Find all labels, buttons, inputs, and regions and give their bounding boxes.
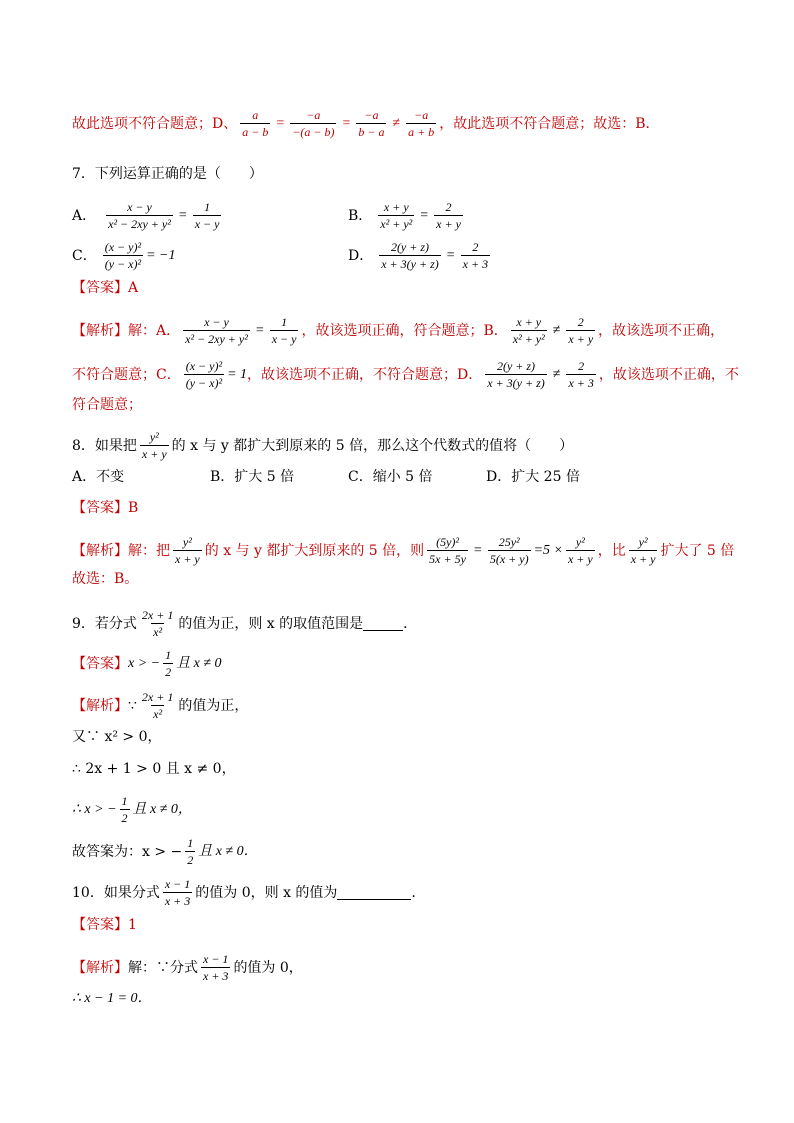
fraction: $\frac{1}{x - y}$ (271, 315, 297, 346)
equation-rhs: = 1 (227, 366, 248, 382)
text: ，故此选项不符合题意；故选：B． (439, 115, 660, 132)
equation-part: ∴ x > − (72, 801, 117, 817)
equals-sign: = (446, 247, 455, 263)
q7-analysis-line-2 (72, 359, 739, 390)
fraction: $\frac{-a}{-(a - b)}$ (292, 108, 335, 139)
answer-value: 1 (128, 917, 137, 933)
fraction: $\frac{x - 1}{x + 3}$ (203, 952, 229, 983)
equation-part: 且 x ≠ 0 (176, 655, 222, 671)
fraction: $\frac{2x + 1}{\text{x²}}$ (141, 690, 174, 721)
text: 又∵ x² > 0， (72, 729, 162, 745)
equation-part: 且 x ≠ 0． (198, 843, 258, 859)
not-equal-sign: ≠ (552, 366, 561, 382)
fraction: $\frac{-a}{b - a}$ (358, 108, 385, 139)
q8-option-c (348, 468, 433, 486)
fraction: $\frac{x + y}{\text{x² + y²}}$ (380, 200, 413, 231)
option-label: C． (72, 247, 97, 264)
equals-sign: = (420, 207, 429, 223)
equals-sign: = (255, 322, 264, 338)
answer-blank (337, 885, 411, 900)
answer-tag: 【答案】 (72, 500, 128, 516)
q8-answer (72, 499, 138, 517)
text: 的值为 0，则 x 的值为 (195, 884, 338, 901)
q9-analysis-line-5 (72, 836, 258, 867)
fraction: $\frac{2}{x + 3}$ (462, 240, 489, 271)
text: 扩大了 5 倍 (660, 542, 735, 559)
not-equal-sign: ≠ (552, 322, 561, 338)
analysis-tag: 【解析】 (72, 959, 128, 976)
text: ，故该选项正确，符合题意；B． (301, 322, 508, 339)
answer-value: A (128, 280, 139, 296)
fraction: $\frac{a}{a - b}$ (242, 108, 269, 139)
text: 符合题意； (72, 397, 142, 413)
text: 9．若分式 (72, 615, 137, 632)
text: ． (403, 615, 418, 632)
fraction: $\frac{1}{2}$ (187, 836, 194, 867)
equals-sign: = (276, 115, 285, 131)
question-10-stem (72, 877, 416, 908)
q9-analysis-line-4 (72, 794, 192, 825)
fraction: $\frac{1}{2}$ (121, 794, 128, 825)
fraction: $\frac{x - y}{\text{x² − 2xy + y²}}$ (108, 200, 171, 231)
q8-conclusion (72, 570, 138, 588)
text: 8．如果把 (72, 437, 137, 454)
option-text: A．不变 (72, 469, 125, 485)
answer-tag: 【答案】 (72, 655, 128, 672)
q9-analysis-line-2 (72, 728, 162, 746)
q9-analysis-line-3 (72, 760, 236, 778)
question-8-stem (72, 430, 573, 461)
fraction: $\frac{\text{y²}}{x + y}$ (175, 535, 200, 566)
answer-value: B (128, 500, 139, 516)
q7-option-b (348, 200, 466, 231)
question-text: 7．下列运算正确的是（ ） (72, 166, 263, 182)
q10-analysis-line-1 (72, 952, 303, 983)
text: . (411, 884, 416, 901)
question-9-stem (72, 608, 417, 639)
fraction: $\frac{x - y}{\text{x² − 2xy + y²}}$ (185, 315, 248, 346)
q9-answer (72, 648, 222, 679)
fraction: $\frac{2(y + z)}{x + 3(y + z)}$ (487, 359, 545, 390)
text: 的值为正， (178, 697, 249, 714)
text: ，故该选项不正确，不符合题意；D． (247, 366, 483, 383)
option-label: A． (72, 207, 97, 224)
because-symbol: ∵ (128, 697, 137, 714)
q10-analysis-line-2 (72, 990, 152, 1008)
q8-option-d (486, 468, 580, 486)
q8-option-a (72, 468, 124, 486)
fraction: $\frac{x + y}{\text{x² + y²}}$ (512, 315, 545, 346)
text: ，故该选项不正确， (598, 322, 725, 339)
equation-rhs: = −1 (146, 247, 176, 263)
question-7-stem (72, 165, 263, 183)
fraction: $\frac{\text{y²}}{x + y}$ (567, 535, 593, 566)
fraction: $\frac{\text{y²}}{x + y}$ (630, 535, 656, 566)
text: 故此选项不符合题意；D、 (72, 115, 238, 132)
q7-answer (72, 279, 138, 297)
option-text: B．扩大 5 倍 (210, 469, 295, 485)
text: 故答案为：x > − (72, 843, 183, 860)
analysis-tag: 【解析】 (72, 697, 128, 714)
text: 的 x 与 y 都扩大到原来的 5 倍，那么这个代数式的值将（ ） (171, 437, 574, 454)
equation-part: x > − (128, 655, 161, 671)
fraction: $\frac{2}{x + y}$ (568, 315, 594, 346)
q9-analysis-line-1 (72, 690, 248, 721)
q7-analysis-line-3 (72, 396, 142, 414)
q8-option-b (210, 468, 294, 486)
fraction: $\frac{x - 1}{x + 3}$ (164, 877, 191, 908)
fraction: $\frac{-a}{a + b}$ (408, 108, 435, 139)
text: 故选：B。 (72, 571, 139, 587)
fraction: $\frac{2(y + z)}{x + 3(y + z)}$ (381, 240, 439, 271)
analysis-tag: 【解析】 (72, 322, 128, 339)
text: ，故该选项不正确，不 (598, 366, 739, 383)
text: 不符合题意；C． (72, 366, 181, 383)
equation-part: ∴ x − 1 = 0． (72, 991, 152, 1006)
q7-option-d (348, 240, 493, 271)
q7-analysis-line-1 (72, 315, 724, 346)
equals-sign: = (473, 542, 482, 558)
prev-solution-line (72, 108, 660, 139)
fraction: $\frac{\text{y²}}{x + y}$ (141, 430, 167, 461)
option-text: D．扩大 25 倍 (486, 469, 580, 485)
text: 的 x 与 y 都扩大到原来的 5 倍，则 (204, 542, 425, 559)
option-text: C．缩小 5 倍 (348, 469, 433, 485)
fraction: $\frac{\text{(x − y)²}}{\text{(y − x)²}}$ (185, 359, 223, 390)
fraction: $\frac{2}{x + 3}$ (568, 359, 594, 390)
text: 10．如果分式 (72, 884, 160, 901)
text: 的值为正，则 x 的取值范围是 (178, 615, 364, 632)
q10-answer (72, 916, 137, 934)
fraction: $\frac{1}{2}$ (165, 648, 172, 679)
equals-sign: = (178, 207, 187, 223)
answer-blank (363, 616, 403, 631)
fraction: $\frac{\text{(x − y)²}}{\text{(y − x)²}}$ (104, 240, 142, 271)
equation-part: 且 x ≠ 0， (132, 801, 192, 817)
analysis-tag: 【解析】 (72, 542, 128, 559)
not-equal-sign: ≠ (392, 115, 401, 131)
fraction: $\frac{2}{x + y}$ (436, 200, 461, 231)
text: 解：∵分式 (128, 959, 198, 976)
fraction: $\frac{2x + 1}{\text{x²}}$ (141, 608, 174, 639)
option-label: B． (348, 207, 373, 224)
text: 解：把 (128, 542, 170, 559)
q8-analysis-line-1 (72, 535, 734, 566)
option-label: D． (348, 247, 374, 264)
answer-tag: 【答案】 (72, 280, 128, 296)
q7-option-a (72, 200, 224, 231)
fraction: $\frac{\text{25y²}}{5(x + y)}$ (489, 535, 529, 566)
text: ∴ 2x + 1 > 0 且 x ≠ 0， (72, 761, 236, 777)
text: 解：A． (128, 322, 181, 339)
equals-sign: = (342, 115, 351, 131)
text: 的值为 0， (233, 959, 303, 976)
equation-part: =5 × (533, 542, 563, 558)
q7-option-c (72, 240, 175, 271)
text: ，比 (597, 542, 626, 559)
answer-tag: 【答案】 (72, 917, 128, 933)
fraction: $\frac{1}{x - y}$ (194, 200, 220, 231)
fraction: $\frac{\text{(5y)²}}{5x + 5y}$ (429, 535, 466, 566)
